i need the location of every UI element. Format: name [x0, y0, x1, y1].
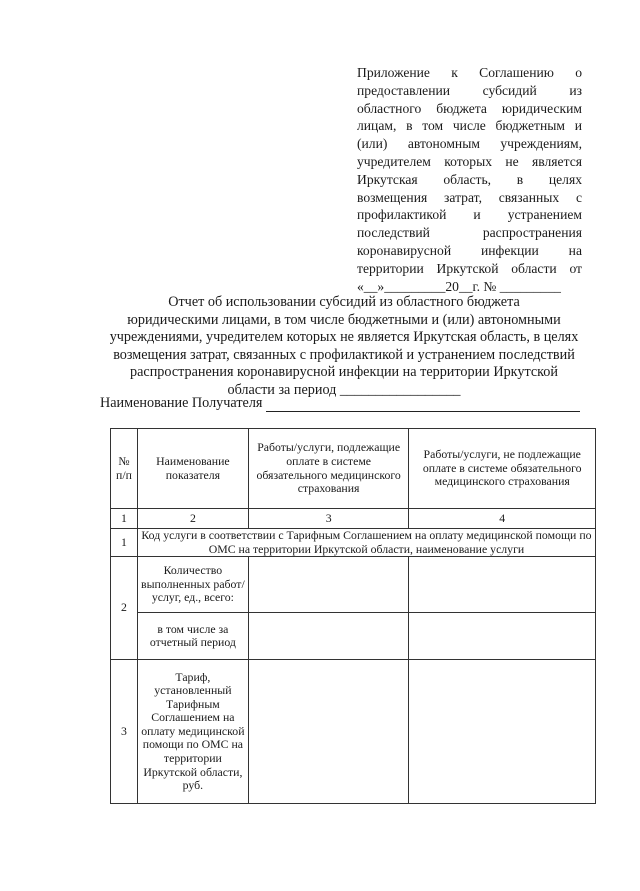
header-oms: Работы/услуги, подлежащие оплате в системе обязательного медицинского страхования: [248, 429, 409, 509]
quantity-total-label: Количество выполненных работ/услуг, ед., всего:: [138, 557, 248, 613]
appendix-line: Приложение к Соглашению о: [357, 65, 582, 80]
appendix-line: (или) автономным учреждениям,: [357, 136, 582, 152]
header-non-oms: Работы/услуги, не подлежащие оплате в системе обязательного медицинского страхования: [409, 429, 596, 509]
service-code-cell: Код услуги в соответствии с Тарифным Соглашением на оплату медицинской помощи по ОМС на территории Иркутской области, наименование услуги: [137, 529, 595, 557]
numbering-cell: 1: [111, 509, 138, 529]
appendix-line: учредителем которых не является: [357, 153, 582, 169]
oms-quantity-cell: [248, 557, 409, 660]
tariff-label: Тариф, установленный Тарифным Соглашением на оплату медицинской помощи по ОМС на территории Иркутской области, руб.: [137, 660, 248, 804]
appendix-line: коронавирусной инфекции на: [357, 242, 582, 258]
appendix-note: [357, 64, 582, 295]
appendix-date-line: «__»_________20__г. № _________: [357, 278, 561, 294]
appendix-line: лицам, в том числе бюджетным и: [357, 118, 582, 134]
table-header-row: [111, 429, 596, 509]
oms-period-value: [249, 613, 409, 659]
header-number: № п/п: [111, 429, 138, 509]
title-line: возмещения затрат, связанных с профилактикой и устранением последствий: [113, 346, 575, 363]
quantity-period-label: в том числе за отчетный период: [149, 621, 236, 650]
oms-total-value: [249, 557, 409, 613]
appendix-line: возмещения затрат, связанных с: [357, 189, 582, 205]
appendix-line: профилактикой и устранением: [357, 207, 582, 223]
appendix-line: областного бюджета юридическим: [357, 100, 582, 116]
non-oms-tariff-value: [409, 660, 596, 804]
report-table: [110, 428, 596, 804]
recipient-blank-line: [266, 397, 580, 412]
numbering-cell: 2: [137, 509, 248, 529]
appendix-line: предоставлении субсидий из: [357, 82, 582, 98]
appendix-line: последствий распространения: [357, 225, 582, 241]
table-row: [111, 660, 596, 804]
recipient-label: Наименование Получателя: [100, 395, 263, 411]
oms-tariff-value: [248, 660, 409, 804]
row-number: 1: [111, 529, 138, 557]
appendix-line: территории Иркутской области от: [357, 260, 582, 276]
title-line: распространения коронавирусной инфекции на территории Иркутской: [130, 364, 558, 381]
numbering-cell: 3: [248, 509, 409, 529]
row-number: 3: [111, 660, 138, 804]
non-oms-quantity-cell: [409, 557, 596, 660]
title-line: Отчет об использовании субсидий из областного бюджета: [168, 294, 520, 310]
row-number: 2: [111, 557, 138, 660]
table-row: [111, 557, 596, 660]
title-line: учреждениями, учредителем которых не является Иркутская область, в целях: [109, 329, 579, 346]
non-oms-total-value: [409, 557, 595, 613]
recipient-field: [100, 395, 590, 412]
quantity-cell: [137, 557, 248, 660]
header-indicator: Наименование показателя: [137, 429, 248, 509]
report-title: [100, 294, 588, 400]
numbering-cell: 4: [409, 509, 596, 529]
title-period-line: области за период _________________: [227, 381, 461, 398]
non-oms-period-value: [409, 613, 595, 659]
title-line: юридическими лицами, в том числе бюджетными и (или) автономными: [127, 311, 561, 328]
table-numbering-row: [111, 509, 596, 529]
table-row: [111, 529, 596, 557]
appendix-line: Иркутская область, в целях: [357, 171, 582, 187]
